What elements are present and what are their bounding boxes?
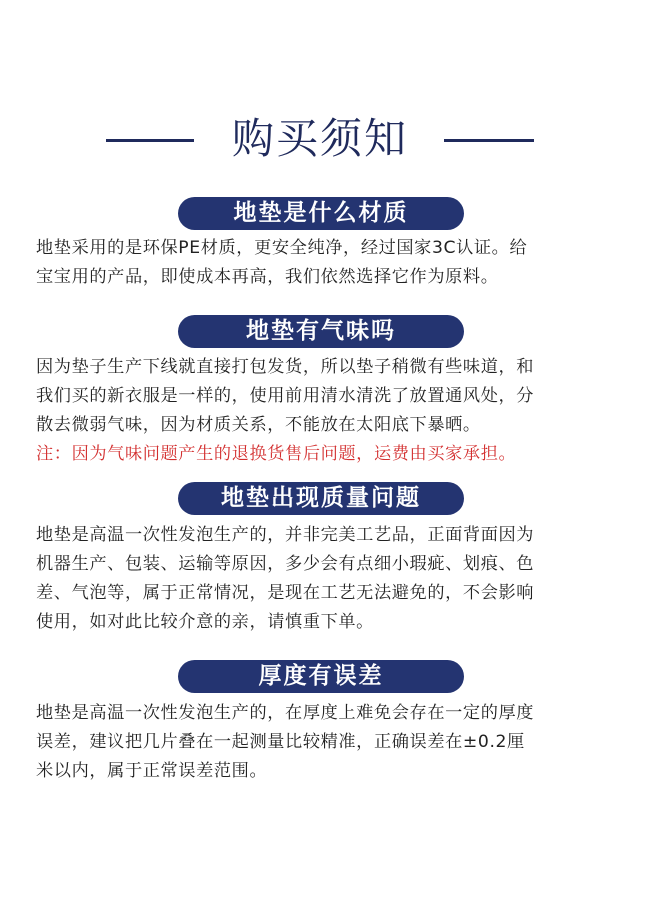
body-line: 因为垫子生产下线就直接打包发货，所以垫子稍微有些味道，和 [36,357,535,377]
body-line: 我们买的新衣服是一样的，使用前用清水清洗了放置通风处，分 [36,386,535,406]
section-heading-pill: 厚度有误差 [178,660,464,693]
body-line: 散去微弱气味，因为材质关系，不能放在太阳底下暴晒。 [36,415,481,435]
body-line: 差、气泡等，属于正常情况，是现在工艺无法避免的，不会影响 [36,583,535,603]
section-body [36,699,628,786]
body-line: 米以内，属于正常误差范围。 [36,761,268,781]
body-line: 宝宝用的产品，即使成本再高，我们依然选择它作为原料。 [36,267,499,287]
title-divider-right [444,139,534,142]
body-line: 使用，如对此比较介意的亲，请慎重下单。 [36,612,374,632]
body-line: 地垫采用的是环保PE材质，更安全纯净，经过国家3C认证。给 [36,238,528,258]
page-title: 购买须知 [231,114,408,163]
body-line: 地垫是高温一次性发泡生产的，并非完美工艺品，正面背面因为 [36,525,535,545]
body-line: 机器生产、包装、运输等原因，多少会有点细小瑕疵、划痕、色 [36,554,535,574]
top-band [0,0,660,120]
section-body [36,234,628,292]
title-row [0,108,660,170]
section-body [36,353,628,469]
body-line: 误差，建议把几片叠在一起测量比较精准，正确误差在±0.2厘 [36,732,525,752]
body-line: 地垫是高温一次性发泡生产的，在厚度上难免会存在一定的厚度 [36,703,535,723]
title-divider-left [106,139,194,142]
shipping-note: 注：因为气味问题产生的退换货售后问题，运费由买家承担。 [36,444,517,464]
section-heading-pill: 地垫有气味吗 [178,315,464,348]
section-body [36,521,628,637]
section-heading-pill: 地垫出现质量问题 [178,482,464,515]
section-heading-pill: 地垫是什么材质 [178,197,464,230]
